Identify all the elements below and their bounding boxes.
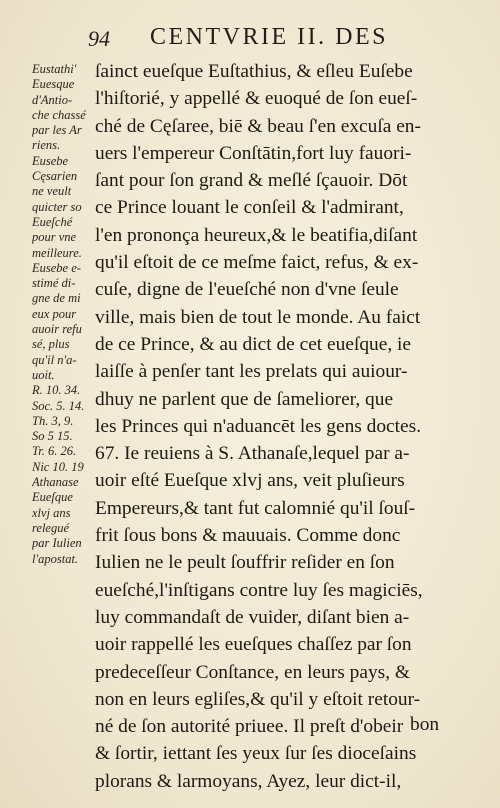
margin-note-line: Tr. 6. 26. <box>32 444 77 459</box>
text-line: ville, mais bien de tout le monde. Au faict <box>95 306 421 328</box>
margin-note-line: par les Ar <box>32 123 82 138</box>
text-line: ché de Cęſaree, biē & beau ſ'en excuſa en- <box>95 115 421 137</box>
text-line: non en leurs egliſes,& qu'il y eſtoit retour- <box>95 688 421 710</box>
margin-note-line: meilleure. <box>32 245 82 260</box>
margin-note-line: Eusebe <box>32 153 69 168</box>
text-line: qu'il eſtoit de ce meſme faict, refus, & ex- <box>95 252 419 274</box>
text-line: de ce Prince, & au dict de cet eueſque, ie <box>95 333 412 355</box>
margin-note-line: R. 10. 34. <box>32 383 81 398</box>
text-line: dhuy ne parlent que de ſameliorer, que <box>95 388 394 410</box>
page-number: 94 <box>88 26 110 51</box>
text-line: cuſe, digne de l'eueſché non d'vne ſeule <box>95 279 399 301</box>
margin-note-line: Eueſché <box>32 214 73 229</box>
text-line: les Princes qui n'aduancēt les gens doctes. <box>95 415 422 437</box>
margin-note-line: Nic 10. 19 <box>32 459 84 474</box>
margin-note-line: So 5 15. <box>32 429 73 444</box>
margin-note-line: sé, plus <box>32 337 70 352</box>
margin-note-line: par Iulien <box>32 536 82 551</box>
text-line: eueſché,l'inſtigans contre luy ſes magiciēs, <box>95 579 423 601</box>
text-line: l'hiſtorié, y appellé & euoqué de ſon eueſ- <box>95 88 418 110</box>
margin-note-line: riens. <box>32 138 61 153</box>
text-line: predeceſſeur Conſtance, en leurs pays, & <box>95 661 410 683</box>
margin-note-line: l'apostat. <box>32 551 79 566</box>
text-line: uoir rappellé les eueſques chaſſez par ſon <box>95 634 412 656</box>
margin-note-line: uoit. <box>32 367 55 382</box>
text-line: uoir eſté Eueſque xlvj ans, veit pluſieurs <box>95 470 405 492</box>
margin-note-line: qu'il n'a- <box>32 352 77 367</box>
margin-note-line: Athanase <box>32 475 79 490</box>
margin-note-line: ne veult <box>32 184 72 199</box>
running-title: CENTVRIE II. DES <box>150 24 388 50</box>
margin-note-line: pour vne <box>32 230 77 245</box>
text-line: uers l'empereur Conſtātin,fort luy fauori- <box>95 142 412 164</box>
margin-note-line: Cęsarien <box>32 169 78 184</box>
margin-note-line: relegué <box>32 520 70 535</box>
text-line: l'en prononça heureux,& le beatifia,diſant <box>95 224 418 246</box>
body-text <box>95 58 473 795</box>
margin-note-line: Soc. 5. 14. <box>32 398 85 413</box>
margin-note-line: Euesque <box>32 77 75 92</box>
catchword: bon <box>410 714 440 735</box>
text-line: 67. Ie reuiens à S. Athanaſe,lequel par a- <box>95 443 410 465</box>
margin-note-line: che chassé <box>32 107 86 122</box>
text-line: frit ſous bons & mauuais. Comme donc <box>95 525 401 547</box>
text-line: Iulien ne le peult ſouffrir reſider en ſon <box>95 552 395 574</box>
margin-note-line: Eusebe e- <box>32 260 81 275</box>
margin-note-line: Th. 3, 9. <box>32 413 74 428</box>
text-line: luy commandaſt de vuider, diſant bien a- <box>95 606 410 628</box>
text-line: & ſortir, iettant ſes yeux ſur ſes dioceſains <box>95 743 417 765</box>
text-line: ce Prince louant le conſeil & l'admirant, <box>95 197 404 219</box>
margin-note-line: stimé di- <box>32 276 76 291</box>
margin-note-line: auoir refu <box>32 322 82 337</box>
text-line: ſant pour ſon grand & meſlé ſçauoir. Dōt <box>95 170 408 192</box>
text-line: laiſſe à penſer tant les prelats qui auiour- <box>95 361 408 383</box>
margin-note-line: Eueſque <box>32 490 73 505</box>
text-line: plorans & larmoyans, Ayez, leur dict-il, <box>95 770 402 792</box>
text-line: Empereurs,& tant fut calomnié qu'il ſouſ- <box>95 497 416 519</box>
margin-note-line: gne de mi <box>32 291 81 306</box>
margin-notes <box>32 62 92 567</box>
text-line: né de ſon autorité priuee. Il preſt d'obeir <box>95 716 404 738</box>
margin-note-line: Eustathi' <box>32 62 77 76</box>
page-header <box>88 22 478 52</box>
margin-note-line: d'Antio- <box>32 92 73 107</box>
margin-note-line: eux pour <box>32 306 77 321</box>
margin-note-line: xlvj ans <box>32 505 71 520</box>
margin-note-line: quicter so <box>32 199 82 214</box>
text-line: ſainct eueſque Euſtathius, & eſleu Euſebe <box>95 61 413 82</box>
